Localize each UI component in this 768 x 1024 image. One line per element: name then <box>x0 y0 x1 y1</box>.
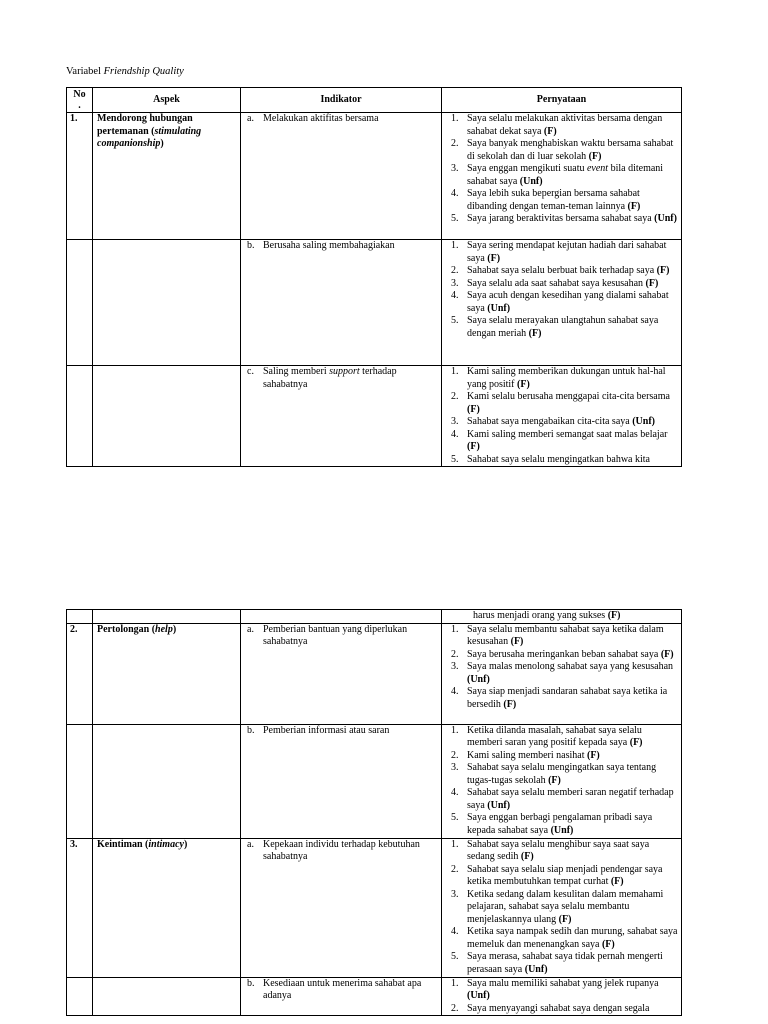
indicator-marker: a. <box>247 113 254 124</box>
scoring-code: (F) <box>610 876 624 887</box>
statements-cell <box>442 724 682 838</box>
indicator-cell <box>241 724 442 838</box>
indicator-text: Melakukan aktifitas bersama <box>263 113 379 124</box>
statement-number: 1. <box>451 240 459 251</box>
statement-text: Saya selalu ada saat sahabat saya kesusahan (F) <box>467 277 659 289</box>
statement-item <box>445 278 678 291</box>
statement-item <box>445 762 678 787</box>
friendship-quality-table-part-2 <box>66 609 682 1016</box>
statement-number: 5. <box>451 812 459 823</box>
aspect-name: Keintiman (intimacy) <box>93 838 241 977</box>
indicator-cell <box>241 610 442 624</box>
scoring-code: (F) <box>467 403 480 415</box>
statement-number: 1. <box>451 623 459 635</box>
statement-text: Ketika saya nampak sedih dan murung, sahabat saya memeluk dan menenangkan saya (F) <box>467 926 678 950</box>
statements-cell <box>442 838 682 977</box>
table-row <box>67 623 682 724</box>
scoring-code: (F) <box>588 150 602 162</box>
statement-text: Ketika dilanda masalah, sahabat saya selalu memberi saran yang positif kepada saya (F) <box>467 724 643 748</box>
table-row <box>67 113 682 240</box>
statement-number: 5. <box>451 453 459 465</box>
aspect-name: Mendorong hubungan pertemanan (stimulating companionship) <box>93 113 241 240</box>
indicator-cell <box>241 240 442 366</box>
statement-number: 3. <box>451 163 459 174</box>
statement-text: Sahabat saya selalu menghibur saya saat saya sedang sedih (F) <box>467 838 650 862</box>
statement-item <box>445 725 678 750</box>
scoring-code: (F) <box>601 938 615 950</box>
statement-text: Kami selalu berusaha menggapai cita-cita bersama (F) <box>467 391 670 415</box>
statement-text: Sahabat saya selalu mengingatkan saya tentang tugas-tugas sekolah (F) <box>467 762 657 786</box>
statement-text: Saya merasa, sahabat saya tidak pernah mengerti perasaan saya (Unf) <box>467 951 663 975</box>
statement-list <box>445 839 678 977</box>
statement-item <box>445 454 678 467</box>
statement-number: 1. <box>451 113 459 124</box>
statement-number: 2. <box>451 391 459 402</box>
statement-item <box>445 787 678 812</box>
statement-number: 4. <box>451 686 459 697</box>
statement-text: Saya selalu melakukan aktivitas bersama dengan sahabat dekat saya (F) <box>467 113 663 137</box>
table-row <box>67 240 682 366</box>
scoring-code: (F) <box>528 327 542 339</box>
statement-text: Saya menyayangi sahabat saya dengan segala <box>467 1002 650 1014</box>
aspect-name <box>93 240 241 366</box>
aspect-number <box>67 610 93 624</box>
aspect-number <box>67 977 93 1016</box>
scoring-code: (Unf) <box>487 302 511 314</box>
statement-text: Saya enggan mengikuti suatu event bila ditemani sahabat saya (Unf) <box>467 163 664 187</box>
statement-item <box>445 391 678 416</box>
scoring-code: (Unf) <box>519 175 543 187</box>
statement-list <box>445 624 678 712</box>
statement-list <box>445 366 678 466</box>
statements-cell <box>442 113 682 240</box>
statement-number: 2. <box>451 749 459 761</box>
table-row <box>67 610 682 624</box>
statement-number: 2. <box>451 648 459 660</box>
scoring-code: (Unf) <box>550 824 574 836</box>
statements-cell <box>442 366 682 467</box>
scoring-code: (F) <box>487 252 501 264</box>
statement-item <box>445 163 678 188</box>
scoring-code: (F) <box>660 648 674 660</box>
statement-number: 3. <box>451 277 459 289</box>
statement-item <box>445 750 678 763</box>
statements-cell <box>442 240 682 366</box>
statement-item <box>445 624 678 649</box>
friendship-quality-table-part-1 <box>66 87 682 467</box>
statement-item <box>445 1003 678 1016</box>
statement-number: 1. <box>451 724 459 736</box>
aspect-number: 3. <box>67 838 93 977</box>
aspect-number <box>67 240 93 366</box>
statement-item <box>445 889 678 927</box>
statement-number: 5. <box>451 315 459 326</box>
aspect-name <box>93 366 241 467</box>
scoring-code: (F) <box>586 749 600 761</box>
statement-text: Saya selalu membantu sahabat saya ketika dalam kesusahan (F) <box>467 623 664 647</box>
statement-number: 3. <box>451 661 459 672</box>
statement-number: 5. <box>451 213 459 224</box>
header-row <box>67 88 682 113</box>
scoring-code: (F) <box>520 851 534 862</box>
table-row <box>67 977 682 1016</box>
indicator-cell <box>241 366 442 467</box>
aspect-number: 1. <box>67 113 93 240</box>
statement-text: Saya sering mendapat kejutan hadiah dari sahabat saya (F) <box>467 240 667 264</box>
statement-text: Sahabat saya selalu siap menjadi pendengar saya ketika membutuhkan tempat curhat (F) <box>467 863 663 887</box>
statement-item <box>445 113 678 138</box>
statement-text: Saya enggan berbagi pengalaman pribadi saya kepada sahabat saya (Unf) <box>467 812 653 836</box>
statement-item <box>445 926 678 951</box>
statement-item <box>445 649 678 662</box>
statement-text: Saya selalu merayakan ulangtahun sahabat saya dengan meriah (F) <box>467 315 659 339</box>
scoring-code: (F) <box>627 200 641 212</box>
caption-prefix: Variabel <box>66 66 104 77</box>
statement-item <box>445 315 678 340</box>
indicator-text: Kesediaan untuk menerima sahabat apa adanya <box>263 977 422 1001</box>
statement-item <box>445 366 678 391</box>
statements-cell <box>442 623 682 724</box>
indicator-marker: c. <box>247 366 254 377</box>
statement-list <box>445 240 678 340</box>
statement-number: 3. <box>451 416 459 427</box>
aspect-number <box>67 724 93 838</box>
statement-text: Kami saling memberikan dukungan untuk hal-hal yang positif (F) <box>467 366 666 390</box>
scoring-code: (Unf) <box>467 673 490 685</box>
statement-item <box>445 951 678 976</box>
statement-item <box>445 265 678 278</box>
statement-text: Sahabat saya mengabaikan cita-cita saya (Unf) <box>467 416 655 427</box>
scoring-code: (F) <box>517 378 530 390</box>
aspect-name <box>93 724 241 838</box>
statement-number: 4. <box>451 428 459 440</box>
table-row <box>67 724 682 838</box>
statement-number: 2. <box>451 138 459 149</box>
statement-item <box>445 661 678 686</box>
scoring-code: (Unf) <box>654 213 677 224</box>
statement-list <box>445 113 678 226</box>
statement-text: Saya siap menjadi sandaran sahabat saya ketika ia bersedih (F) <box>467 686 668 710</box>
indicator-marker: b. <box>247 240 255 251</box>
statement-number: 2. <box>451 265 459 276</box>
table-row <box>67 366 682 467</box>
scoring-code: (F) <box>510 636 524 647</box>
scoring-code: (Unf) <box>487 799 511 811</box>
statement-item <box>445 429 678 454</box>
statement-item <box>445 864 678 889</box>
aspect-name: Pertolongan (help) <box>93 623 241 724</box>
statement-item <box>445 213 678 226</box>
statement-text: Sahabat saya selalu memberi saran negatif terhadap saya (Unf) <box>467 787 674 811</box>
aspect-name <box>93 977 241 1016</box>
aspect-number: 2. <box>67 623 93 724</box>
indicator-marker: b. <box>247 724 255 736</box>
statement-item <box>445 138 678 163</box>
statement-text: Saya jarang beraktivitas bersama sahabat saya (Unf) <box>467 213 677 224</box>
scoring-code: (F) <box>467 441 480 452</box>
statement-text: Saya malas menolong sahabat saya yang kesusahan (Unf) <box>467 661 674 685</box>
statement-number: 3. <box>451 762 459 773</box>
statement-number: 1. <box>451 838 459 850</box>
statement-item <box>445 416 678 429</box>
statement-item <box>445 978 678 1003</box>
statement-item <box>445 686 678 711</box>
indicator-text: Saling memberi support terhadap sahabatnya <box>263 366 397 390</box>
statement-item <box>445 812 678 837</box>
statement-list <box>445 725 678 838</box>
indicator-text: Pemberian informasi atau saran <box>263 724 390 736</box>
statement-number: 3. <box>451 888 459 900</box>
statement-text: Saya banyak menghabiskan waktu bersama sahabat di sekolah dan di luar sekolah (F) <box>467 138 674 162</box>
indicator-marker: a. <box>247 838 254 850</box>
scoring-code: (F) <box>543 125 557 137</box>
statement-text: Saya lebih suka bepergian bersama sahabat dibanding dengan teman-teman lainnya (F) <box>467 188 641 212</box>
statement-text: Kami saling memberi semangat saat malas belajar (F) <box>467 428 668 452</box>
statement-number: 5. <box>451 951 459 962</box>
statement-text: Sahabat saya selalu mengingatkan bahwa kita <box>467 453 650 465</box>
indicator-cell <box>241 838 442 977</box>
scoring-code: (F) <box>548 774 561 786</box>
indicator-cell <box>241 623 442 724</box>
statement-number: 2. <box>451 863 459 875</box>
statement-text: Saya berusaha meringankan beban sahabat saya (F) <box>467 648 674 660</box>
indicator-text: Kepekaan individu terhadap kebutuhan sahabatnya <box>263 838 420 862</box>
scoring-code: (F) <box>629 737 643 748</box>
aspect-number <box>67 366 93 467</box>
scoring-code: (F) <box>645 277 659 289</box>
statement-list <box>445 978 678 1016</box>
statement-item <box>445 290 678 315</box>
statement-number: 4. <box>451 787 459 798</box>
statement-item <box>445 240 678 265</box>
indicator-marker: a. <box>247 623 254 635</box>
statement-item <box>445 188 678 213</box>
indicator-text: Berusaha saling membahagiakan <box>263 240 395 251</box>
statement-number: 1. <box>451 366 459 377</box>
statement-text: Saya malu memiliki sahabat yang jelek rupanya (Unf) <box>467 977 659 1001</box>
scoring-code: (F) <box>503 698 517 710</box>
statement-text: Sahabat saya selalu berbuat baik terhadap saya (F) <box>467 265 670 276</box>
header-indikator: Indikator <box>241 88 442 113</box>
statement-number: 2. <box>451 1002 459 1014</box>
statement-number: 4. <box>451 926 459 937</box>
indicator-text: Pemberian bantuan yang diperlukan sahabatnya <box>263 623 408 647</box>
indicator-cell <box>241 113 442 240</box>
header-aspek: Aspek <box>93 88 241 113</box>
caption-variable-name: Friendship Quality <box>103 66 184 77</box>
indicator-marker: b. <box>247 977 255 989</box>
scoring-code: (Unf) <box>632 416 655 427</box>
scoring-code: (F) <box>656 265 670 276</box>
statement-continuation: harus menjadi orang yang sukses (F) <box>442 610 682 624</box>
header-no: No . <box>67 88 93 113</box>
statements-cell <box>442 977 682 1016</box>
table-row <box>67 838 682 977</box>
indicator-cell <box>241 977 442 1016</box>
statement-text: Saya acuh dengan kesedihan yang dialami sahabat saya (Unf) <box>467 290 669 314</box>
statement-text: Ketika sedang dalam kesulitan dalam memahami pelajaran, sahabat saya selalu membantu menjelaskannya ulang (F) <box>467 888 664 925</box>
statement-number: 4. <box>451 290 459 301</box>
aspect-name <box>93 610 241 624</box>
scoring-code: (Unf) <box>524 963 548 975</box>
table-caption <box>66 66 184 77</box>
statement-number: 4. <box>451 188 459 199</box>
statement-number: 1. <box>451 977 459 989</box>
scoring-code: (Unf) <box>467 990 490 1001</box>
statement-item <box>445 839 678 864</box>
scoring-code: (F) <box>558 913 572 925</box>
statement-text: Kami saling memberi nasihat (F) <box>467 749 600 761</box>
header-pernyataan: Pernyataan <box>442 88 682 113</box>
